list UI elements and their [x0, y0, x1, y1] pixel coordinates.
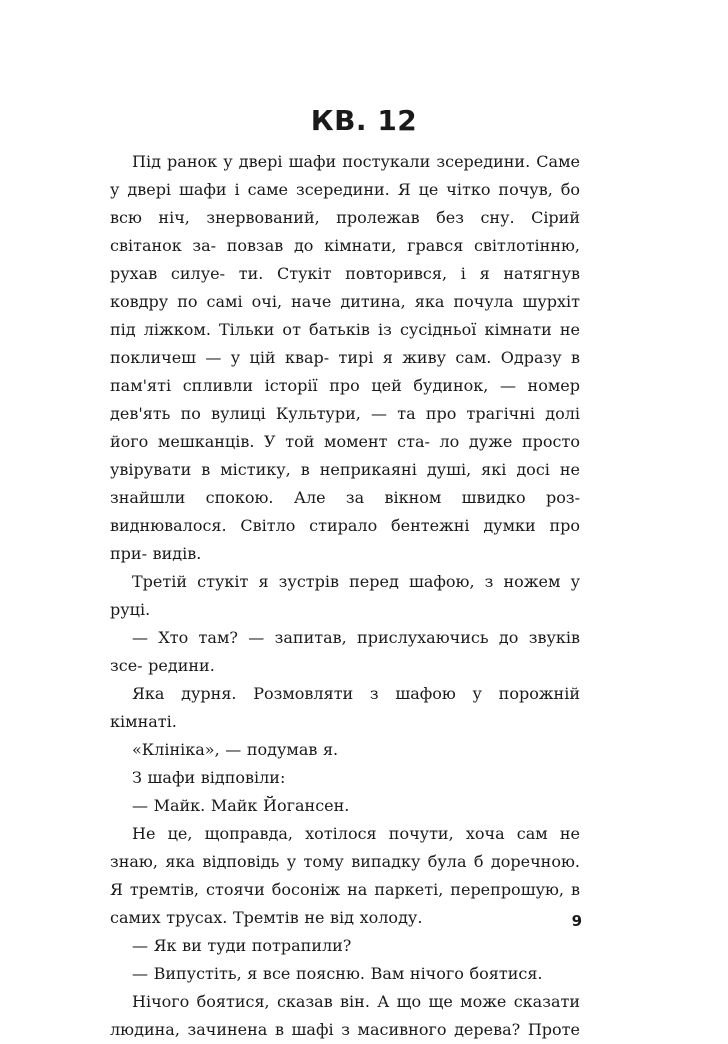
paragraph: [110, 148, 580, 568]
chapter-title: КВ. 12: [310, 104, 418, 137]
text-line: — Як ви туди потрапили?: [132, 936, 352, 955]
text-line: ло дуже просто увірувати в містику, в неприкаяні душі,: [110, 432, 580, 479]
text-line: наче дитина, яка почула шурхіт під ліжком. Тільки от: [110, 292, 580, 339]
paragraph: [110, 792, 580, 820]
text-line: стоячи босоніж на паркеті, перепрошую, в самих трусах.: [110, 880, 581, 927]
paragraph: [110, 960, 580, 988]
text-line: повзав до кімнати, грався світлотінню, рухав силуе-: [110, 236, 580, 283]
text-line: Яка дурня. Розмовляти з шафою у порожній кімнаті.: [110, 684, 580, 731]
text-line: ти. Стукіт повторився, і я натягнув ковдру по самі очі,: [110, 264, 581, 311]
text-line: — Майк. Майк Йогансен.: [132, 796, 350, 815]
text-line: Тремтів не від холоду.: [232, 908, 423, 927]
text-line: Нічого боятися, сказав він. А що ще може сказати: [132, 992, 580, 1011]
text-line: батьків із сусідньої кімнати не покличеш — у цій квар-: [110, 320, 580, 367]
text-line: які досі не знайшли спокою. Але за вікном швидко роз-: [110, 460, 580, 507]
text-line: Під ранок у двері шафи постукали зсередини. Саме: [132, 152, 580, 171]
text-line: — Випустіть, я все поясню. Вам нічого боятися.: [132, 964, 543, 983]
text-line: Не це, щоправда, хотілося почути, хоча сам не знаю,: [110, 824, 580, 871]
page-number: 9: [571, 912, 582, 930]
text-line: тирі я живу сам. Одразу в пам'яті спливли історії про: [110, 348, 580, 395]
text-line: яка відповідь у тому випадку була б доречною. Я тремтів,: [110, 852, 580, 899]
chapter-body: [110, 148, 580, 1044]
paragraph: [110, 764, 580, 792]
text-line: «Клініка», — подумав я.: [132, 740, 339, 759]
text-line: людина, зачинена в шафі з масивного дерева? Проте: [110, 1020, 580, 1039]
paragraph: [110, 736, 580, 764]
text-line: — Хто там? — запитав, прислухаючись до звуків зсе-: [110, 628, 580, 675]
paragraph: [110, 624, 580, 680]
paragraph: [110, 932, 580, 960]
text-line: видів.: [152, 544, 202, 563]
text-line: та про трагічні долі його мешканців. У той момент ста-: [110, 404, 580, 451]
text-line: Третій стукіт я зустрів перед шафою, з ножем у руці.: [110, 572, 580, 619]
text-line: цей будинок, — номер дев'ять по вулиці Культури, —: [110, 376, 581, 423]
paragraph: [110, 820, 580, 932]
paragraph: [110, 680, 580, 736]
paragraph: [110, 988, 580, 1044]
text-line: у двері шафи і саме зсередини. Я це чітко почув, бо всю: [110, 180, 580, 227]
text-line: З шафи відповіли:: [132, 768, 286, 787]
paragraph: [110, 568, 580, 624]
text-line: редини.: [148, 656, 215, 675]
text-line: виднювалося. Світло стирало бентежні думки про при-: [110, 516, 580, 563]
text-line: ніч, знервований, пролежав без сну. Сірий світанок за-: [110, 208, 580, 255]
